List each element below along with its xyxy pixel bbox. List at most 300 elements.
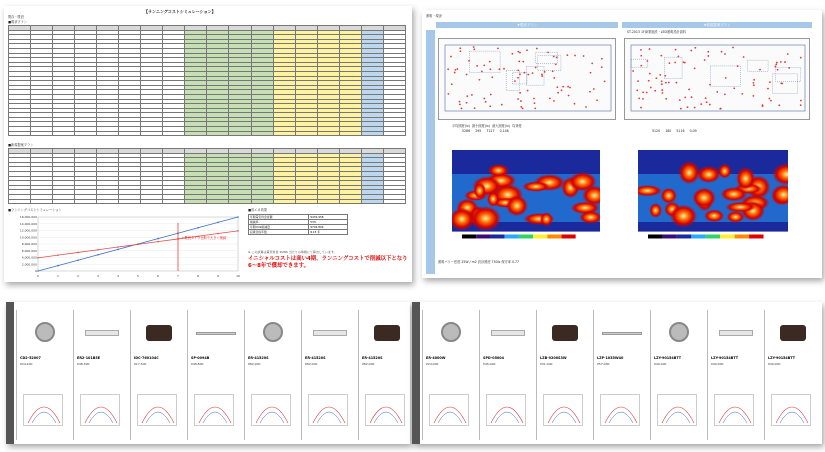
luminaire-mark	[568, 95, 570, 97]
table-cell	[383, 131, 405, 136]
legend-swatch	[462, 234, 476, 238]
legend-swatch	[677, 234, 691, 238]
luminaire-mark	[589, 91, 591, 93]
product-image	[771, 318, 815, 348]
product-code: SP-0094B	[191, 356, 210, 360]
zone-outline	[469, 51, 500, 73]
luminaire-mark	[800, 104, 802, 106]
product-code: LZB-9200S3W	[540, 356, 567, 360]
x-tick-label: 1	[57, 274, 59, 278]
luminaire-mark	[601, 66, 603, 68]
table-cell	[53, 199, 75, 204]
light-spot	[679, 161, 700, 184]
luminaire-mark	[511, 53, 513, 55]
luminaire-mark	[743, 56, 745, 58]
luminaire-mark	[490, 94, 492, 96]
proposed-plan-table	[8, 148, 406, 204]
luminaire-mark	[454, 69, 456, 71]
current-plan-table	[8, 25, 406, 136]
product-card	[130, 310, 186, 440]
luminaire-mark	[724, 53, 726, 55]
data-point	[77, 252, 79, 254]
luminaire-mark	[707, 55, 709, 57]
light-distribution-diagram	[486, 394, 526, 426]
luminaire-mark	[601, 58, 603, 60]
luminaire-mark	[514, 80, 516, 82]
luminaire-mark	[665, 98, 667, 100]
data-point	[157, 238, 159, 240]
product-card	[536, 310, 592, 440]
luminaire-mark	[481, 71, 483, 73]
luminaire-mark	[654, 90, 656, 92]
x-tick-label: 0	[37, 274, 39, 278]
x-tick-label: 2	[77, 274, 79, 278]
y-tick-label: 14,000,000	[19, 221, 37, 226]
product-image	[600, 318, 644, 348]
luminaire-mark	[485, 101, 487, 103]
light-distribution-diagram	[194, 394, 234, 426]
table-cell	[9, 131, 31, 136]
luminaire-mark	[547, 51, 549, 53]
luminaire-mark	[456, 68, 458, 70]
luminaire-mark	[778, 104, 780, 106]
luminaire-mark	[553, 56, 555, 58]
luminaire-mark	[459, 104, 461, 106]
luminaire-mark	[649, 48, 651, 50]
luminaire-mark	[788, 67, 790, 69]
product-card	[650, 310, 706, 440]
cost-subtitle: 既存・既設	[8, 15, 24, 19]
proposed-floor-plan	[624, 38, 810, 120]
product-code: CD2-52007	[20, 356, 41, 360]
luminaire-mark	[473, 48, 475, 50]
table-cell	[273, 199, 295, 204]
zone-outline	[776, 67, 801, 81]
luminaire-mark	[553, 77, 555, 79]
current-stat-values	[462, 129, 509, 133]
luminaire-mark	[497, 47, 499, 49]
table-cell	[97, 131, 119, 136]
proposed-panel-title: ★新規提案プラン	[622, 22, 812, 28]
luminaire-mark	[704, 59, 706, 61]
luminaire-mark	[593, 88, 595, 90]
luminaire-mark	[688, 89, 690, 91]
luminaire-mark	[769, 81, 771, 83]
x-tick-label: 10	[236, 274, 240, 278]
luminaire-mark	[694, 47, 696, 49]
luminaire-mark	[460, 50, 462, 52]
light-spot	[697, 166, 721, 183]
luminaire-mark	[534, 107, 536, 109]
luminaire-mark	[650, 87, 652, 89]
luminaire-mark	[709, 104, 711, 106]
current-plan-heading: ■現状プラン	[8, 20, 27, 24]
luminaire-mark	[532, 72, 534, 74]
product-code: ER2-101B5E	[77, 356, 101, 360]
product-image	[137, 318, 181, 348]
plan-header: 照明・現況	[426, 14, 442, 18]
x-tick-label: 5	[137, 274, 139, 278]
luminaire-mark	[721, 51, 723, 53]
luminaire-mark	[574, 55, 576, 57]
legend-swatch	[662, 234, 676, 238]
luminaire-mark	[489, 105, 491, 107]
light-spot	[670, 204, 697, 227]
light-distribution-diagram	[365, 394, 405, 426]
light-spot	[473, 182, 486, 199]
luminaire-mark	[640, 55, 642, 57]
table-cell	[207, 199, 229, 204]
current-plan-drawing	[439, 39, 616, 120]
luminaire-mark	[517, 77, 519, 79]
luminaire-mark	[733, 87, 735, 89]
product-card	[73, 310, 129, 440]
product-price: ¥17,500	[134, 362, 147, 366]
stat-value: 295	[475, 129, 482, 133]
luminaire-mark	[675, 49, 677, 51]
product-image	[714, 318, 758, 348]
luminaire-mark	[536, 48, 538, 50]
luminaire-mark	[732, 47, 734, 49]
product-card	[422, 310, 478, 440]
proposed-heatmap	[638, 150, 788, 246]
y-tick-label: 0	[35, 269, 37, 273]
product-image	[308, 318, 352, 348]
product-code: LZY-90154BTT	[654, 356, 682, 360]
product-code: LZP-1035W40	[597, 356, 624, 360]
luminaire-mark	[490, 68, 492, 70]
zone-outline	[710, 66, 740, 86]
luminaire-mark	[526, 49, 528, 51]
luminaire-mark	[674, 62, 676, 64]
luminaire-mark	[466, 74, 468, 76]
legend-swatch	[720, 234, 734, 238]
product-price: ¥82,000	[305, 362, 318, 366]
summary-value: 8.15 年	[309, 230, 348, 235]
light-distribution-diagram	[600, 394, 640, 426]
luminaire-mark	[679, 99, 681, 101]
luminaire-mark	[517, 98, 519, 100]
luminaire-mark	[661, 80, 663, 82]
luminaire-mark	[694, 107, 696, 109]
product-code: ER-41520S	[248, 356, 269, 360]
luminaire-mark	[684, 96, 686, 98]
table-cell	[97, 199, 119, 204]
luminaire-mark	[583, 55, 585, 57]
proposed-stat-values	[652, 129, 697, 133]
luminaire-mark	[752, 95, 754, 97]
table-row	[9, 131, 406, 136]
table-cell	[31, 131, 53, 136]
luminaire-mark	[596, 99, 598, 101]
zone-outline	[748, 60, 769, 71]
data-point	[117, 249, 119, 251]
luminaire-mark	[700, 103, 702, 105]
data-point	[137, 244, 139, 246]
side-band	[426, 30, 435, 274]
luminaire-mark	[637, 80, 639, 82]
luminaire-mark	[646, 92, 648, 94]
luminaire-mark	[574, 103, 576, 105]
legend-swatch	[547, 234, 561, 238]
luminaire-mark	[527, 90, 529, 92]
data-point	[97, 254, 99, 256]
current-floor-plan	[438, 38, 616, 120]
luminaire-mark	[450, 56, 452, 58]
product-price: ¥40,000	[711, 362, 724, 366]
table-cell	[251, 131, 273, 136]
table-cell	[31, 199, 53, 204]
table-cell	[295, 199, 317, 204]
summary-heading: ■省エネ効果	[248, 208, 267, 212]
luminaire-mark	[585, 106, 587, 108]
y-tick-label: 4,000,000	[21, 255, 37, 260]
product-card	[244, 310, 300, 440]
table-cell	[141, 199, 163, 204]
light-distribution-diagram	[657, 394, 697, 426]
product-price: ¥45,000	[483, 362, 496, 366]
luminaire-mark	[591, 62, 593, 64]
luminaire-mark	[800, 57, 802, 59]
product-price: ¥24,400	[20, 362, 33, 366]
luminaire-mark	[660, 55, 662, 57]
luminaire-mark	[447, 68, 449, 70]
room-outline	[445, 45, 611, 111]
luminaire-mark	[519, 73, 521, 75]
luminaire-mark	[676, 82, 678, 84]
product-image	[23, 318, 67, 348]
summary-label: 年間CO2削減量	[249, 225, 309, 230]
luminaire-mark	[489, 61, 491, 63]
luminaire-mark	[544, 71, 546, 73]
luminaire-mark	[706, 101, 708, 103]
light-spot	[692, 188, 716, 208]
stat-label: 均斉度	[512, 124, 522, 128]
proposed-plan-drawing	[625, 39, 810, 120]
luminaire-mark	[499, 68, 501, 70]
luminaire-mark	[800, 100, 802, 102]
catalog-right-band	[412, 302, 420, 444]
product-price: ¥82,000	[248, 362, 261, 366]
light-distribution-diagram	[771, 394, 811, 426]
legend-swatch	[749, 234, 763, 238]
luminaire-mark	[781, 83, 783, 85]
luminaire-mark	[687, 106, 689, 108]
luminaire-mark	[716, 91, 718, 93]
y-tick-label: 16,000,000	[19, 215, 37, 219]
x-tick-label: 4	[117, 274, 119, 278]
luminaire-mark	[762, 104, 764, 106]
luminaire-mark	[664, 75, 666, 77]
current-heatmap	[452, 150, 600, 246]
data-point	[117, 246, 119, 248]
luminaire-mark	[694, 68, 696, 70]
luminaire-mark	[518, 61, 520, 63]
catalog-left-band	[6, 302, 14, 444]
product-price: ¥40,000	[768, 362, 781, 366]
legend-swatch	[562, 234, 576, 238]
luminaire-mark	[668, 82, 670, 84]
luminaire-mark	[642, 91, 644, 93]
table-cell	[229, 199, 251, 204]
legend-swatch	[706, 234, 720, 238]
x-tick-label: 3	[97, 274, 99, 278]
luminaire-mark	[759, 69, 761, 71]
luminaire-mark	[590, 72, 592, 74]
product-price: ¥57,000	[597, 362, 610, 366]
luminaire-mark	[522, 108, 524, 110]
legend-swatch	[735, 234, 749, 238]
product-price: ¥82,000	[362, 362, 375, 366]
luminaire-mark	[483, 98, 485, 100]
current-panel-title: ★現状プラン	[436, 22, 618, 28]
luminaire-mark	[719, 108, 721, 110]
light-spot	[506, 195, 528, 216]
luminaire-mark	[524, 72, 526, 74]
product-image	[194, 318, 238, 348]
chart-heading: ■ランニングコストシミュレーション	[8, 208, 62, 212]
product-card	[358, 310, 410, 440]
summary-value: ¥702,804	[309, 225, 348, 230]
cost-sheet	[4, 6, 412, 282]
luminaire-mark	[517, 51, 519, 53]
luminaire-mark	[479, 79, 481, 81]
summary-table	[248, 214, 348, 235]
stat-value: 5116	[676, 129, 685, 133]
luminaire-mark	[632, 70, 634, 72]
luminaire-mark	[556, 86, 558, 88]
product-image	[543, 318, 587, 348]
red-message-1: イニシャルコストは高い4期、ランニングコストで削減以下となり	[248, 256, 408, 262]
light-distribution-diagram	[429, 394, 469, 426]
zone-outline	[506, 70, 520, 90]
light-spot	[649, 203, 662, 218]
legend-swatch	[490, 234, 504, 238]
product-card	[479, 310, 535, 440]
luminaire-mark	[561, 89, 563, 91]
luminaire-mark	[466, 102, 468, 104]
luminaire-mark	[459, 47, 461, 49]
data-point	[37, 257, 39, 259]
table-cell	[9, 199, 31, 204]
luminaire-mark	[753, 82, 755, 84]
legend-swatch	[505, 234, 519, 238]
table-cell	[75, 131, 97, 136]
luminaire-mark	[503, 68, 505, 70]
luminaire-mark	[741, 93, 743, 95]
data-point	[77, 259, 79, 261]
zone-outline	[536, 52, 558, 63]
data-point	[217, 233, 219, 235]
table-cell	[119, 199, 141, 204]
luminaire-mark	[501, 104, 503, 106]
product-card	[707, 310, 763, 440]
product-image	[365, 318, 409, 348]
luminaire-mark	[776, 62, 778, 64]
product-code: ER-41520S	[362, 356, 383, 360]
data-point	[217, 222, 219, 224]
table-cell	[141, 131, 163, 136]
table-cell	[339, 199, 361, 204]
luminaire-mark	[567, 86, 569, 88]
luminaire-mark	[491, 76, 493, 78]
luminaire-mark	[569, 87, 571, 89]
luminaire-mark	[471, 94, 473, 96]
table-cell	[163, 131, 185, 136]
zone-outline	[772, 74, 797, 94]
stat-value: 7127	[486, 129, 495, 133]
luminaire-mark	[775, 64, 777, 66]
product-code: LZY-90154BTT	[768, 356, 796, 360]
plan-sheet	[422, 10, 822, 278]
catalog-right	[412, 302, 822, 444]
product-price: ¥40,000	[654, 362, 667, 366]
table-cell	[53, 131, 75, 136]
zone-outline	[631, 59, 648, 67]
legend-swatch	[533, 234, 547, 238]
luminaire-mark	[753, 84, 755, 86]
table-cell	[273, 131, 295, 136]
luminaire-mark	[557, 92, 559, 94]
luminaire-mark	[680, 108, 682, 110]
legend-swatch	[476, 234, 490, 238]
light-distribution-diagram	[80, 394, 120, 426]
luminaire-mark	[604, 81, 606, 83]
table-cell	[383, 199, 405, 204]
luminaire-mark	[459, 101, 461, 103]
table-cell	[251, 199, 273, 204]
product-card	[764, 310, 820, 440]
luminaire-mark	[556, 57, 558, 59]
product-image	[251, 318, 295, 348]
luminaire-mark	[454, 72, 456, 74]
luminaire-mark	[669, 62, 671, 64]
product-image	[429, 318, 473, 348]
stat-value: 0.09	[689, 129, 697, 133]
luminaire-mark	[553, 100, 555, 102]
light-spot	[725, 202, 756, 213]
luminaire-mark	[724, 93, 726, 95]
data-point	[97, 249, 99, 251]
x-tick-label: 8	[197, 274, 199, 278]
light-spot	[487, 191, 499, 207]
cost-sheet-title: 【ランニングコストシミュレーション】	[144, 9, 216, 14]
data-point	[157, 241, 159, 243]
luminaire-mark	[522, 61, 524, 63]
luminaire-mark	[784, 61, 786, 63]
product-code: SPD-05004	[483, 356, 505, 360]
legend-swatch	[648, 234, 662, 238]
table-cell	[317, 131, 339, 136]
stat-label: 最大照度(lx)	[492, 124, 511, 128]
legend-swatch	[519, 234, 533, 238]
y-tick-label: 10,000,000	[19, 235, 37, 240]
stat-value: 5120	[652, 129, 661, 133]
stat-label: 平均照度(lx)	[452, 124, 471, 128]
luminaire-mark	[476, 65, 478, 67]
luminaire-mark	[709, 84, 711, 86]
luminaire-mark	[640, 65, 642, 67]
table-cell	[185, 199, 207, 204]
light-spot	[470, 206, 501, 231]
table-cell	[207, 131, 229, 136]
luminaire-mark	[638, 97, 640, 99]
luminaire-mark	[646, 60, 648, 62]
luminaire-mark	[725, 77, 727, 79]
light-distribution-diagram	[543, 394, 583, 426]
x-tick-label: 9	[217, 274, 219, 278]
light-spot	[540, 212, 553, 226]
